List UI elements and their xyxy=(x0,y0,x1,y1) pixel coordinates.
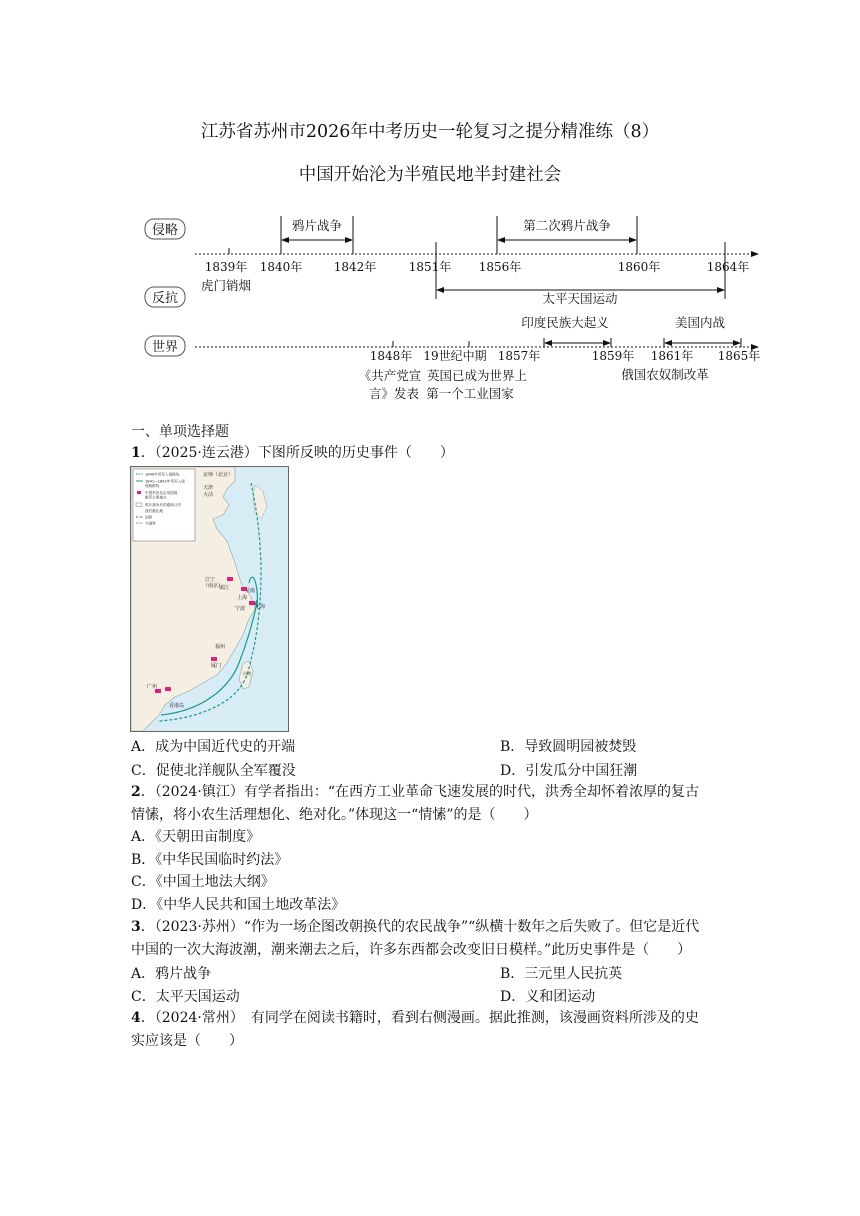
year-1840: 1840年 xyxy=(259,260,303,274)
question-text: ．（2025·连云港）下图所反映的历史事件（ ） xyxy=(140,445,454,461)
second-opium-war-label: 第二次鸦片战争 xyxy=(523,218,611,233)
place-shanghai: 上海 xyxy=(237,595,248,601)
manifesto-line2: 言》发表 xyxy=(368,386,420,401)
option-key: D xyxy=(500,763,512,779)
question-number: 1 xyxy=(131,445,141,461)
legend-item-8: 国界 xyxy=(145,515,153,520)
legend-item-2: 1841—1842年英军入侵 xyxy=(145,479,185,484)
row-label-world-text: 世界 xyxy=(151,340,179,355)
page-subtitle: 中国开始沦为半殖民地半封建社会 xyxy=(298,165,562,185)
timeline-figure xyxy=(140,210,765,405)
legend-item-3: 侵略路线 xyxy=(145,484,160,488)
place-beijing: 京师（北京） xyxy=(203,472,234,478)
row-label-world xyxy=(145,336,185,356)
manifesto-line1: 《共产党宣 xyxy=(358,368,422,383)
q1-option-d[interactable] xyxy=(500,760,637,780)
option-text: ．导致圆明园被焚毁 xyxy=(510,739,637,755)
legend-item-1: 1840年英军入侵路线 xyxy=(145,472,180,477)
year-1859: 1859年 xyxy=(591,349,635,363)
humen-label: 虎门销烟 xyxy=(200,278,252,293)
legend-item-7: 战后割让地 xyxy=(145,509,163,513)
q1-option-a[interactable] xyxy=(131,736,295,756)
place-nanjing: （南京） xyxy=(203,583,224,589)
question-text-line2: 情愫，将小农生活理想化、绝对化。”体现这一“情愫”的是（ ） xyxy=(131,806,538,823)
legend-item-5: 略军主要地点 xyxy=(145,495,167,500)
option-text: ．引发瓜分中国狂潮 xyxy=(511,763,638,779)
place-tianjin: 天津 xyxy=(203,485,214,491)
q3-option-d[interactable]: D．义和团运动 xyxy=(500,989,596,1005)
place-zhenjiang: 镇江 xyxy=(219,585,230,591)
option-text: ．促使北洋舰队全军覆没 xyxy=(141,763,296,779)
q3-option-b[interactable]: B．三元里人民抗英 xyxy=(500,966,623,982)
question-text-line2: 实应该是（ ） xyxy=(131,1032,243,1049)
year-1861: 1861年 xyxy=(650,349,694,363)
year-mid19: 19世纪中期 xyxy=(423,349,487,363)
year-1860: 1860年 xyxy=(617,260,661,274)
year-1842: 1842年 xyxy=(333,260,377,274)
india-label: 印度民族大起义 xyxy=(521,315,609,330)
place-taiwan: 台湾 xyxy=(243,671,251,676)
year-1848: 1848年 xyxy=(369,349,413,363)
flag-zhenjiang xyxy=(227,577,233,581)
q2-option-c[interactable]: C．《中国土地法大纲》 xyxy=(131,874,275,890)
question-number: 3 xyxy=(131,919,141,935)
question-1 xyxy=(131,442,454,465)
year-1865: 1865年 xyxy=(717,349,761,363)
year-1839: 1839年 xyxy=(204,260,248,274)
option-key: A xyxy=(131,739,142,755)
opium-war-map xyxy=(130,466,289,732)
row-label-resistance-text: 反抗 xyxy=(151,291,179,306)
question-number: 4 xyxy=(131,1010,141,1026)
section-heading: 一、单项选择题 xyxy=(131,424,229,440)
question-2 xyxy=(131,781,741,916)
place-wusong: 吴淞 xyxy=(245,588,256,594)
flag-xiamen xyxy=(211,657,217,661)
britain-line1: 英国已成为世界上 xyxy=(426,368,528,383)
britain-line2: 第一个工业国家 xyxy=(426,386,514,401)
place-ningbo: 宁波 xyxy=(235,606,246,612)
place-guangzhou: 广州 xyxy=(147,684,158,690)
q3-option-a[interactable]: A．鸦片战争 xyxy=(131,966,212,982)
q2-option-b[interactable]: B．《中华民国临时约法》 xyxy=(131,851,289,868)
legend-item-9: 今国界 xyxy=(145,521,156,526)
legend-item-4: 中国军民抗击英国侵 xyxy=(145,491,178,495)
q3-option-c[interactable]: C．太平天国运动 xyxy=(131,989,240,1005)
q1-option-b[interactable] xyxy=(500,736,636,756)
year-1851: 1851年 xyxy=(408,260,452,274)
row-label-invasion xyxy=(145,219,185,239)
question-text: ．（2023·苏州）“作为一场企图改朝换代的农民战争”“纵横十数年之后失败了。但它是近代 xyxy=(140,919,700,935)
russia-label: 俄国农奴制改革 xyxy=(621,367,709,382)
option-key: C xyxy=(131,763,142,779)
opium-war-label: 鸦片战争 xyxy=(291,218,343,233)
option-text: ．成为中国近代史的开端 xyxy=(141,739,296,755)
year-1856: 1856年 xyxy=(478,260,522,274)
place-hongkong: 香港岛 xyxy=(169,703,185,709)
place-xiamen: 厦门 xyxy=(211,663,222,669)
option-key: B xyxy=(500,739,511,755)
q2-option-a[interactable]: A．《天朝田亩制度》 xyxy=(131,829,261,845)
question-text: ．（2024·镇江）有学者指出：“在西方工业革命飞速发展的时代，洪秀全却怀着浓厚的复古 xyxy=(140,784,699,800)
page-title: 江苏省苏州市2026年中考历史一轮复习之提分精准练（8） xyxy=(200,122,660,142)
year-1864: 1864年 xyxy=(706,260,750,274)
flag-humen xyxy=(165,687,171,691)
question-text: ．（2024·常州） 有同学在阅读书籍时，看到右侧漫画。据此推测，该漫画资料所涉及的史 xyxy=(140,1010,699,1026)
question-3 xyxy=(131,916,741,961)
taiping-label: 太平天国运动 xyxy=(542,291,618,306)
row-label-invasion-text: 侵略 xyxy=(151,223,179,238)
question-4 xyxy=(131,1007,741,1052)
us-civil-war-label: 美国内战 xyxy=(674,315,726,330)
place-dinghai: 定海 xyxy=(255,604,266,610)
place-jiangning: 江宁 xyxy=(205,577,216,583)
question-text-line2: 中国的一次大海波潮，潮来潮去之后，许多东西都会改变旧日模样。”此历史事件是（ ） xyxy=(131,941,692,958)
question-number: 2 xyxy=(131,784,141,800)
year-1857: 1857年 xyxy=(497,349,541,363)
place-dagu: 大沽 xyxy=(203,492,214,498)
q2-option-d[interactable]: D．《中华人民共和国土地改革法》 xyxy=(131,896,346,913)
place-fuzhou: 福州 xyxy=(215,644,226,650)
row-label-resistance xyxy=(145,287,185,307)
legend-item-6: 鸦片战争后的通商口岸 xyxy=(145,503,181,507)
q1-option-c[interactable] xyxy=(131,760,296,780)
